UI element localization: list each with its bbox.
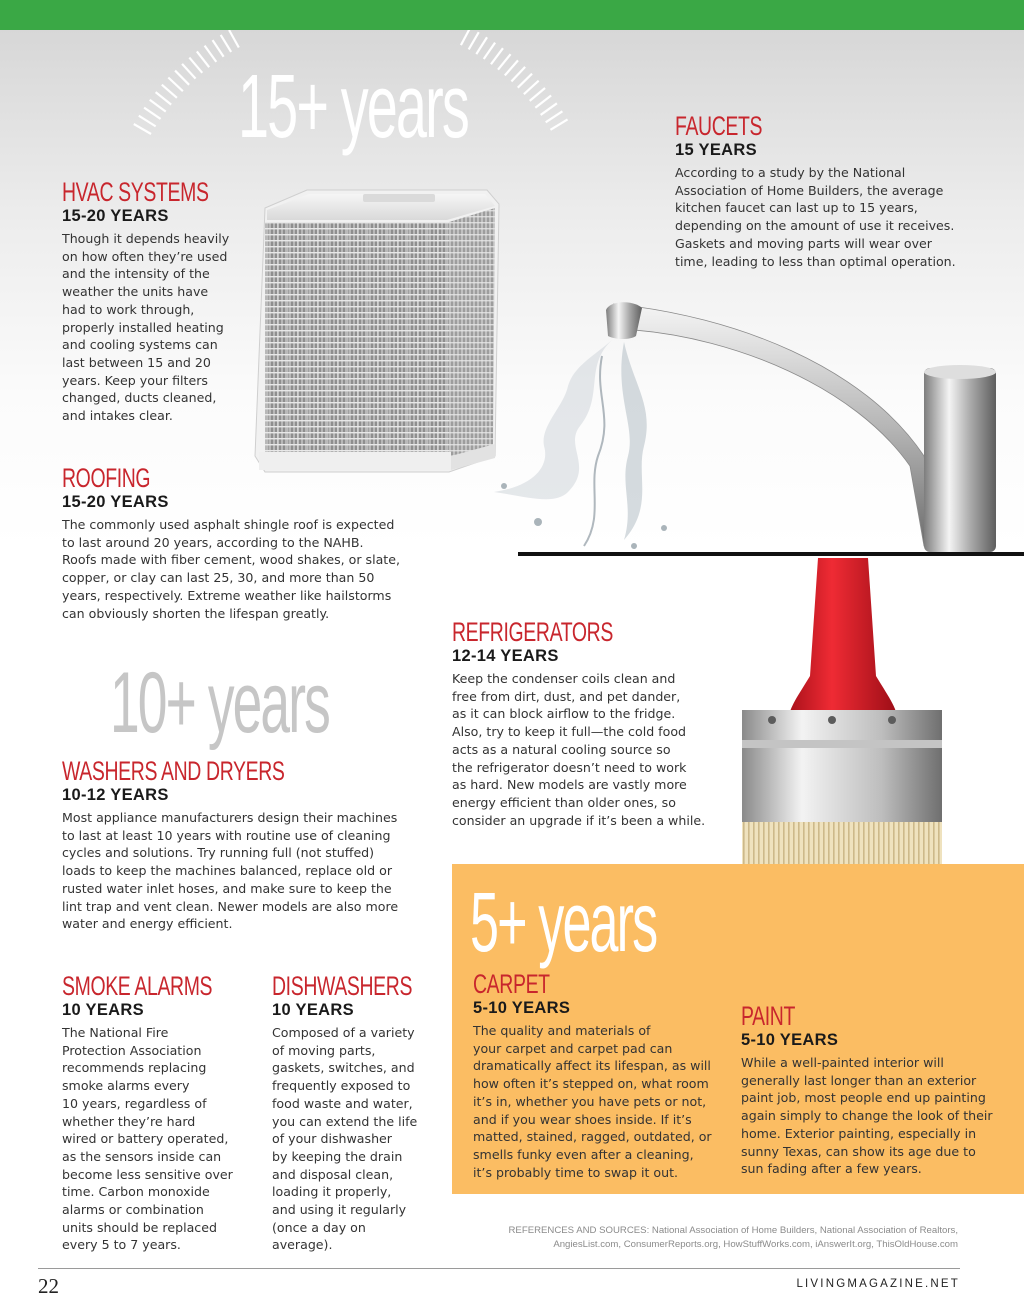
body-line: gaskets, switches, and xyxy=(272,1060,415,1076)
body-line: Composed of a variety xyxy=(272,1025,415,1040)
body-line: water and energy efficient. xyxy=(62,916,233,932)
body-line: Protection Association xyxy=(62,1042,202,1058)
body-line: it’s probably time to swap it out. xyxy=(473,1164,679,1180)
body-line: copper, or clay can last 25, 30, and more than 50 xyxy=(62,570,375,586)
body-line: consider an upgrade if it’s been a while. xyxy=(452,812,706,828)
section-years: 10 YEARS xyxy=(272,1001,354,1019)
body-line: frequently exposed to xyxy=(272,1078,411,1094)
body-line: weather the units have xyxy=(62,284,209,300)
body-line: again simply to change the look of their xyxy=(741,1108,993,1124)
body-line: average). xyxy=(272,1237,333,1253)
section-title: PAINT xyxy=(741,1001,796,1031)
dial-tick xyxy=(197,51,209,67)
section-title: WASHERS AND DRYERS xyxy=(62,756,285,786)
body-line: 10 years, regardless of xyxy=(62,1095,207,1111)
page-number: 22 xyxy=(38,1274,59,1298)
body-line: and cooling systems can xyxy=(62,337,218,353)
body-line: home. Exterior painting, especially in xyxy=(741,1125,977,1141)
dial-tick xyxy=(546,111,563,122)
body-line: as hard. New models are vastly more xyxy=(452,777,687,793)
section-carpet xyxy=(473,970,733,1181)
body-line: depending on the amount of use it receives. xyxy=(675,218,955,234)
dial-tick xyxy=(511,67,525,82)
body-line: matted, stained, ragged, outdated, or xyxy=(473,1129,712,1145)
body-line: While a well-painted interior will xyxy=(741,1055,944,1070)
body-line: the refrigerator doesn’t need to work xyxy=(452,759,687,775)
body-line: loads to keep the machines balanced, replace old or xyxy=(62,863,393,879)
body-line: paint job, most people end up painting xyxy=(741,1090,986,1106)
dial-tick xyxy=(461,30,470,45)
references-line-1: REFERENCES AND SOURCES: National Association of Home Builders, National Association of Realtors, xyxy=(508,1225,958,1236)
dial-tick xyxy=(518,74,532,88)
body-line: and disposal clean, xyxy=(272,1166,394,1182)
body-line: it’s in, whether you have pets or not, xyxy=(473,1093,707,1109)
headline-15-years: 15+ years xyxy=(238,57,468,157)
body-line: units should be replaced xyxy=(62,1219,217,1235)
body-line: food waste and water, xyxy=(272,1095,413,1111)
body-line: and intakes clear. xyxy=(62,408,173,424)
body-line: become less sensitive over xyxy=(62,1166,233,1182)
body-line: According to a study by the National xyxy=(675,165,906,180)
dial-tick xyxy=(484,43,495,59)
body-line: of moving parts, xyxy=(272,1042,376,1058)
body-line: The commonly used asphalt shingle roof is expected xyxy=(62,517,395,532)
section-washers-dryers xyxy=(62,757,442,933)
section-body xyxy=(62,1024,262,1254)
section-body xyxy=(62,230,242,425)
dial-tick xyxy=(189,58,202,73)
section-body xyxy=(62,809,442,933)
section-years: 10 YEARS xyxy=(62,1001,144,1019)
body-line: Association of Home Builders, the average xyxy=(675,182,944,198)
body-line: of your dishwasher xyxy=(272,1131,392,1147)
section-paint xyxy=(741,1002,1001,1178)
body-line: your carpet and carpet pad can xyxy=(473,1040,673,1056)
dial-tick xyxy=(182,64,195,79)
body-line: lint trap and vent clean. Newer models are also more xyxy=(62,898,399,914)
body-line: generally last longer than an exterior xyxy=(741,1072,977,1088)
body-line: The quality and materials of xyxy=(473,1023,651,1038)
section-body xyxy=(272,1024,452,1254)
section-title: HVAC SYSTEMS xyxy=(62,177,209,207)
dial-tick xyxy=(530,88,545,101)
dial-tick xyxy=(535,96,551,108)
references-and-sources xyxy=(438,1224,958,1252)
body-line: Keep the condenser coils clean and xyxy=(452,671,676,686)
body-line: smoke alarms every xyxy=(62,1078,190,1094)
section-title: FAUCETS xyxy=(675,111,763,141)
body-line: loading it properly, xyxy=(272,1184,392,1200)
body-line: Most appliance manufacturers design their machines xyxy=(62,810,398,825)
body-line: last between 15 and 20 xyxy=(62,354,211,370)
body-line: and if you wear shoes inside. If it’s xyxy=(473,1111,692,1127)
section-title: CARPET xyxy=(473,969,550,999)
dial-tick xyxy=(168,77,183,91)
dial-tick xyxy=(550,119,567,129)
section-body xyxy=(741,1054,1001,1178)
dial-tick xyxy=(221,35,231,52)
body-line: to last around 20 years, according to the NAHB. xyxy=(62,534,364,550)
body-line: Gaskets and moving parts will wear over xyxy=(675,235,932,251)
body-line: (once a day on xyxy=(272,1219,366,1235)
section-smoke-alarms xyxy=(62,972,262,1254)
body-line: smells funky even after a cleaning, xyxy=(473,1146,694,1162)
body-line: Though it depends heavily xyxy=(62,231,230,246)
dial-tick xyxy=(144,108,161,119)
section-hvac xyxy=(62,178,242,425)
dial-tick xyxy=(498,54,511,70)
body-line: by keeping the drain xyxy=(272,1148,403,1164)
dial-tick xyxy=(505,60,518,75)
top-accent-bar xyxy=(0,0,1024,30)
body-line: as it can block airflow to the fridge. xyxy=(452,706,676,722)
headline-5-years: 5+ years xyxy=(470,875,657,969)
section-title: SMOKE ALARMS xyxy=(62,971,213,1001)
body-line: and using it regularly xyxy=(272,1202,407,1218)
section-dishwashers xyxy=(272,972,452,1254)
section-body xyxy=(452,670,732,829)
kitchen-faucet-image xyxy=(484,296,1024,560)
dial-tick xyxy=(205,46,217,62)
body-line: dramatically affect its lifespan, as will xyxy=(473,1058,711,1074)
body-line: changed, ducts cleaned, xyxy=(62,390,217,406)
dial-tick xyxy=(524,81,539,94)
body-line: properly installed heating xyxy=(62,319,224,335)
dial-tick xyxy=(469,32,479,49)
body-line: you can extend the life xyxy=(272,1113,418,1129)
body-line: energy efficient than older ones, so xyxy=(452,794,676,810)
dial-tick xyxy=(156,92,172,105)
body-line: kitchen faucet can last up to 15 years, xyxy=(675,200,918,216)
body-line: years, respectively. Extreme weather like hailstorms xyxy=(62,587,392,603)
section-title: ROOFING xyxy=(62,463,151,493)
section-faucets xyxy=(675,112,975,270)
headline-10-years: 10+ years xyxy=(110,655,329,751)
dial-tick xyxy=(162,85,177,98)
section-years: 15 YEARS xyxy=(675,141,757,159)
body-line: cycles and solutions. Try running full (not stuffed) xyxy=(62,845,375,861)
section-years: 5-10 YEARS xyxy=(741,1031,839,1049)
dial-tick xyxy=(491,48,503,64)
body-line: years. Keep your filters xyxy=(62,372,208,388)
footer-divider xyxy=(38,1268,960,1269)
section-years: 15-20 YEARS xyxy=(62,493,169,511)
body-line: whether they’re hard xyxy=(62,1113,196,1129)
body-line: had to work through, xyxy=(62,301,195,317)
body-line: as the sensors inside can xyxy=(62,1148,222,1164)
body-line: can obviously shorten the lifespan greatly. xyxy=(62,605,330,621)
body-line: and the intensity of the xyxy=(62,266,210,282)
section-title: DISHWASHERS xyxy=(272,971,413,1001)
dial-tick xyxy=(541,103,557,115)
section-roofing xyxy=(62,464,422,622)
body-line: Roofs made with fiber cement, wood shakes, or slate, xyxy=(62,552,400,568)
section-years: 12-14 YEARS xyxy=(452,647,559,665)
section-years: 5-10 YEARS xyxy=(473,999,571,1017)
dial-tick xyxy=(139,116,156,127)
body-line: time. Carbon monoxide xyxy=(62,1184,210,1200)
dial-tick xyxy=(229,30,239,47)
body-line: free from dirt, dust, and pet dander, xyxy=(452,688,681,704)
site-url[interactable]: LIVINGMAGAZINE.NET xyxy=(796,1278,960,1290)
body-line: rusted water inlet hoses, and make sure to keep the xyxy=(62,880,392,896)
section-body xyxy=(62,516,422,622)
body-line: time, leading to less than optimal operation. xyxy=(675,253,956,269)
body-line: on how often they’re used xyxy=(62,248,228,264)
section-body xyxy=(473,1022,733,1181)
body-line: Also, try to keep it full—the cold food xyxy=(452,724,687,740)
body-line: acts as a natural cooling source so xyxy=(452,741,671,757)
body-line: recommends replacing xyxy=(62,1060,207,1076)
dial-tick xyxy=(476,37,487,54)
references-line-2: AngiesList.com, ConsumerReports.org, HowStuffWorks.com, iAnswerIt.org, ThisOldHouse.com xyxy=(553,1239,958,1250)
section-years: 10-12 YEARS xyxy=(62,786,169,804)
air-conditioner-unit-image xyxy=(247,186,502,474)
body-line: sun fading after a few years. xyxy=(741,1161,922,1177)
dial-tick xyxy=(213,40,224,57)
body-line: to last at least 10 years with routine use of cleaning xyxy=(62,827,391,843)
body-line: every 5 to 7 years. xyxy=(62,1237,181,1253)
section-refrigerators xyxy=(452,618,732,829)
dial-tick xyxy=(150,100,166,112)
body-line: alarms or combination xyxy=(62,1202,204,1218)
section-years: 15-20 YEARS xyxy=(62,207,169,225)
body-line: sunny Texas, can show its age due to xyxy=(741,1143,976,1159)
body-line: The National Fire xyxy=(62,1025,169,1040)
section-body xyxy=(675,164,975,270)
section-title: REFRIGERATORS xyxy=(452,617,613,647)
dial-tick xyxy=(175,71,189,85)
dial-tick xyxy=(134,124,151,134)
body-line: how often it’s stepped on, what room xyxy=(473,1076,709,1092)
body-line: wired or battery operated, xyxy=(62,1131,229,1147)
